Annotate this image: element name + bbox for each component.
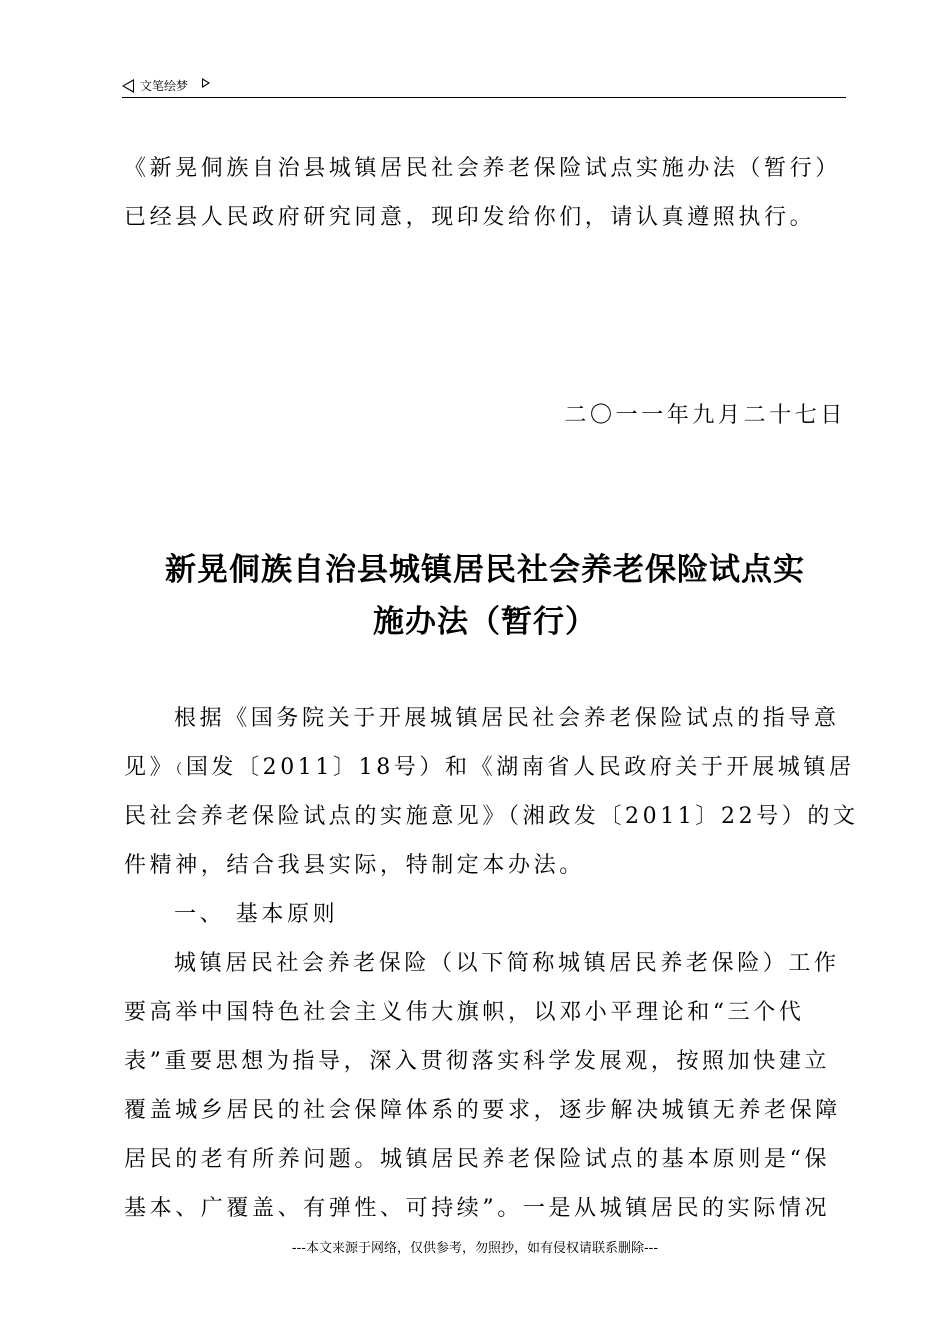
paragraph-line: 覆盖城乡居民的社会保障体系的要求，逐步解决城镇无养老保障	[124, 1098, 841, 1123]
paragraph-line: 居民的老有所养问题。城镇居民养老保险试点的基本原则是“保	[124, 1147, 831, 1172]
paragraph-line: 表”重要思想为指导，深入贯彻落实科学发展观，按照加快建立	[124, 1049, 831, 1074]
paragraph-line: 基本、广覆盖、有弹性、可持续”。一是从城镇居民的实际情况	[124, 1196, 831, 1221]
page-footer: ---本文来源于网络，仅供参考，勿照抄，如有侵权请联系删除---	[291, 1241, 659, 1256]
triangle-right-icon	[202, 78, 210, 88]
main-body	[124, 694, 859, 1233]
paragraph-line: 要高举中国特色社会主义伟大旗帜，以邓小平理论和“三个代	[124, 1000, 805, 1025]
page-header	[122, 74, 846, 98]
paragraph-line: 城镇居民社会养老保险（以下简称城镇居民养老保险）工作	[174, 951, 840, 976]
text-fragment: 国发〔2011〕18号）和《湖南省人民政府关于开展城镇居	[185, 755, 855, 780]
header-divider	[122, 97, 846, 98]
issue-date: 二〇一一年九月二十七日	[564, 403, 846, 428]
paragraph-line: 根据《国务院关于开展城镇居民社会养老保险试点的指导意	[174, 706, 840, 731]
intro-paragraph	[124, 144, 846, 242]
text-fragment: （	[175, 762, 186, 778]
intro-line: 已经县人民政府研究同意，现印发给你们，请认真遵照执行。	[124, 205, 816, 230]
paragraph-line	[124, 743, 855, 792]
intro-line: 《新晃侗族自治县城镇居民社会养老保险试点实施办法（暂行）	[124, 156, 841, 181]
section-heading: 一、 基本原则	[174, 902, 339, 927]
paragraph-line: 民社会养老保险试点的实施意见》（湘政发〔2011〕22号）的文	[124, 804, 859, 829]
text-fragment: 见》	[124, 755, 176, 780]
triangle-left-icon	[122, 79, 134, 93]
document-title	[124, 544, 846, 648]
paragraph-line: 件精神，结合我县实际，特制定本办法。	[124, 853, 585, 878]
header-brand: 文笔绘梦	[140, 79, 189, 93]
title-line: 新晃侗族自治县城镇居民社会养老保险试点实	[165, 552, 805, 588]
title-line: 施办法（暂行）	[373, 604, 597, 640]
